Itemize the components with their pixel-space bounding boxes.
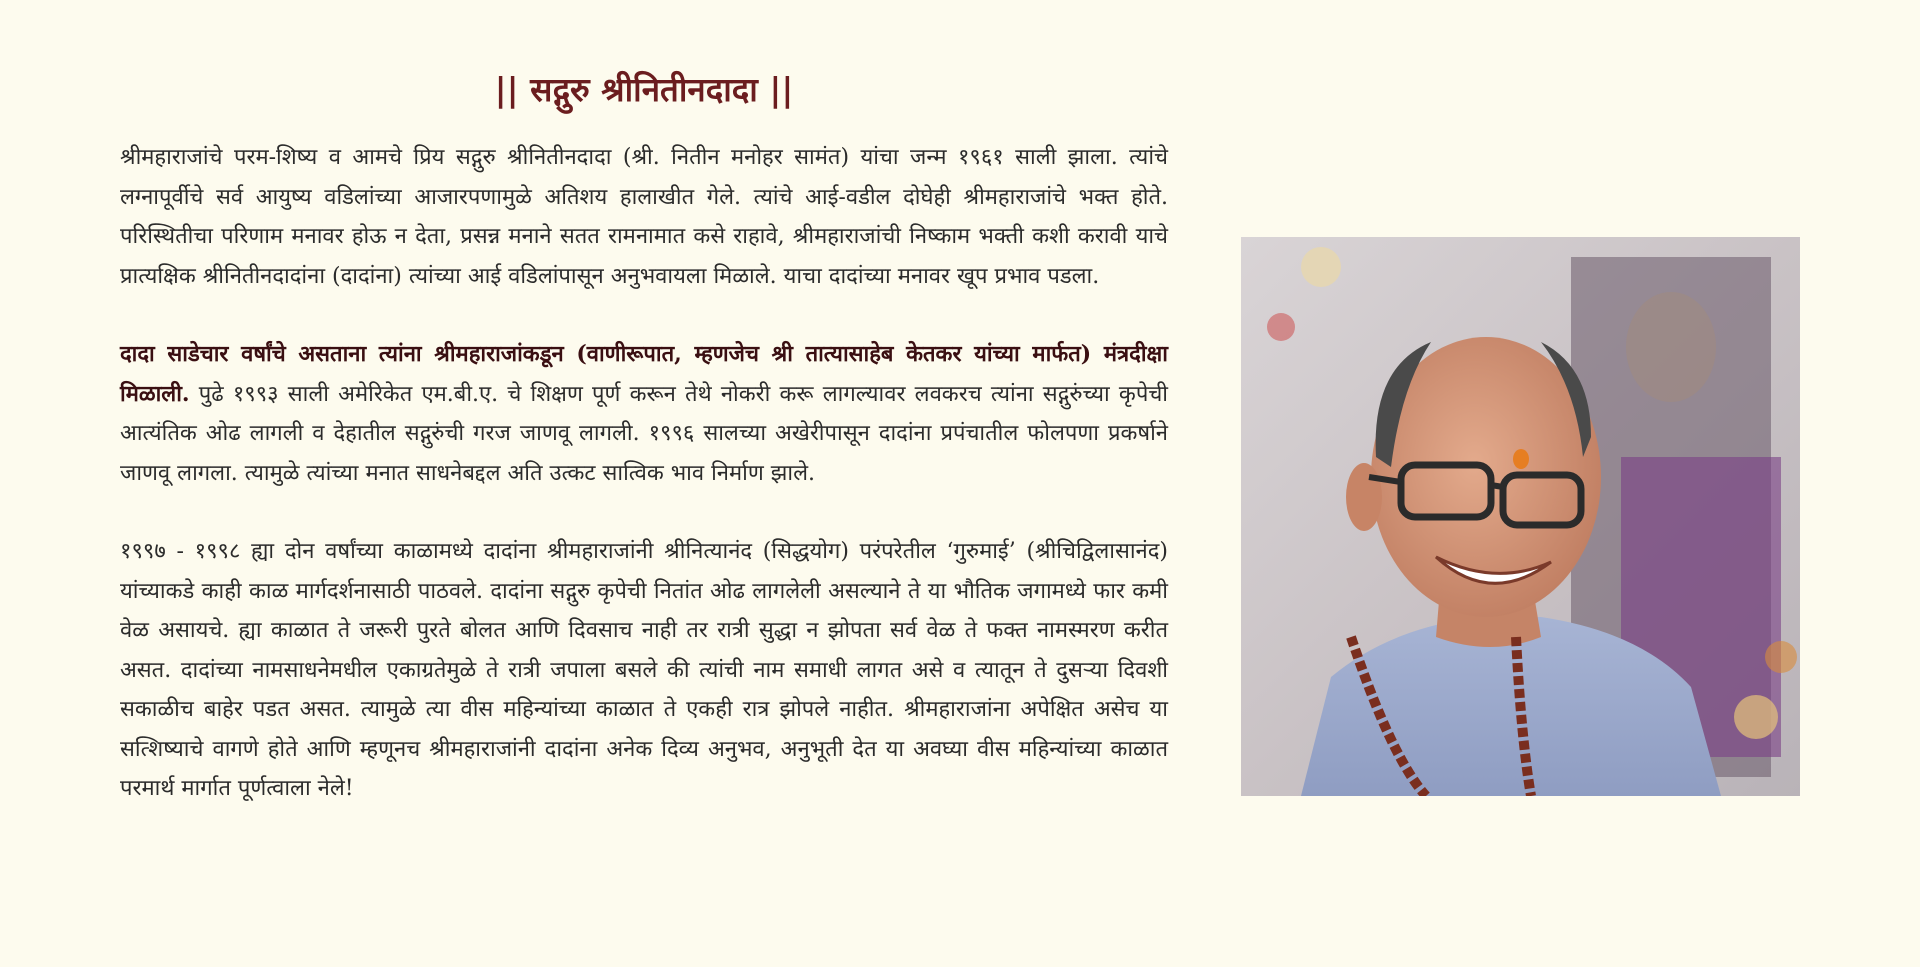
paragraph-3	[120, 532, 1168, 809]
main-content	[120, 68, 1168, 848]
portrait-photo	[1241, 237, 1800, 796]
paragraph-2-text: पुढे १९९३ साली अमेरिकेत एम.बी.ए. चे शिक्षण पूर्ण करून तेथे नोकरी करू लागल्यावर लवकरच त्यांना सद्गुरुंच्या कृपेची आत्यंतिक ओढ लागली व देहातील सद्गुरुंची गरज जाणवू लागली. १९९६ सालच्या अखेरीपासून दादांना प्रपंचातील फोलपणा प्रकर्षाने जाणवू लागला. त्यामुळे त्यांच्या मनात साधनेबद्दल अति उत्कट सात्विक भाव निर्माण झाले.	[120, 381, 1168, 486]
paragraph-2	[120, 335, 1168, 493]
paragraph-2-bold-text: दादा साडेचार वर्षांचे असताना त्यांना श्रीमहाराजांकडून (वाणीरूपात, म्हणजेच श्री तात्यासाहेब केतकर यांच्या मार्फत) मंत्रदीक्षा मिळाली.	[120, 341, 1168, 407]
paragraph-3-text: १९९७ - १९९८ ह्या दोन वर्षांच्या काळामध्ये दादांना श्रीमहाराजांनी श्रीनित्यानंद (सिद्धयोग) परंपरेतील ‘गुरुमाई’ (श्रीचिद्विलासानंद) यांच्याकडे काही काळ मार्गदर्शनासाठी पाठवले. दादांना सद्गुरु कृपेची नितांत ओढ लागलेली असल्याने ते या भौतिक जगामध्ये फार कमी वेळ असायचे. ह्या काळात ते जरूरी पुरते बोलत आणि दिवसाच नाही तर रात्री सुद्धा न झोपता सर्व वेळ ते फक्त नामस्मरण करीत असत. दादांच्या नामसाधनेमधील एकाग्रतेमुळे ते रात्री जपाला बसले की त्यांची नाम समाधी लागत असे व त्यातून ते दुसऱ्या दिवशी सकाळीच बाहेर पडत असत. त्यामुळे त्या वीस महिन्यांच्या काळात ते एकही रात्र झोपले नाहीत. श्रीमहाराजांना अपेक्षित असेच या सत्शिष्याचे वागणे होते आणि म्हणूनच श्रीमहाराजांनी दादांना अनेक दिव्य अनुभव, अनुभूती देत या अवघ्या वीस महिन्यांच्या काळात परमार्थ मार्गात पूर्णत्वाला नेले!	[120, 539, 1168, 801]
portrait-photo-illustration	[1241, 237, 1800, 796]
paragraph-1	[120, 138, 1168, 296]
page-title: || सद्गुरु श्रीनितीनदादा ||	[494, 70, 794, 109]
paragraph-1-text: श्रीमहाराजांचे परम-शिष्य व आमचे प्रिय सद्गुरु श्रीनितीनदादा (श्री. नितीन मनोहर सामंत) यांचा जन्म १९६१ साली झाला. त्यांचे लग्नापूर्वीचे सर्व आयुष्य वडिलांच्या आजारपणामुळे अतिशय हालाखीत गेले. त्यांचे आई-वडील दोघेही श्रीमहाराजांचे भक्त होते. परिस्थितीचा परिणाम मनावर होऊ न देता, प्रसन्न मनाने सतत रामनामात कसे राहावे, श्रीमहाराजांची निष्काम भक्ती कशी करावी याचे प्रात्यक्षिक श्रीनितीनदादांना (दादांना) त्यांच्या आई वडिलांपासून अनुभवायला मिळाले. याचा दादांच्या मनावर खूप प्रभाव पडला.	[120, 145, 1168, 289]
